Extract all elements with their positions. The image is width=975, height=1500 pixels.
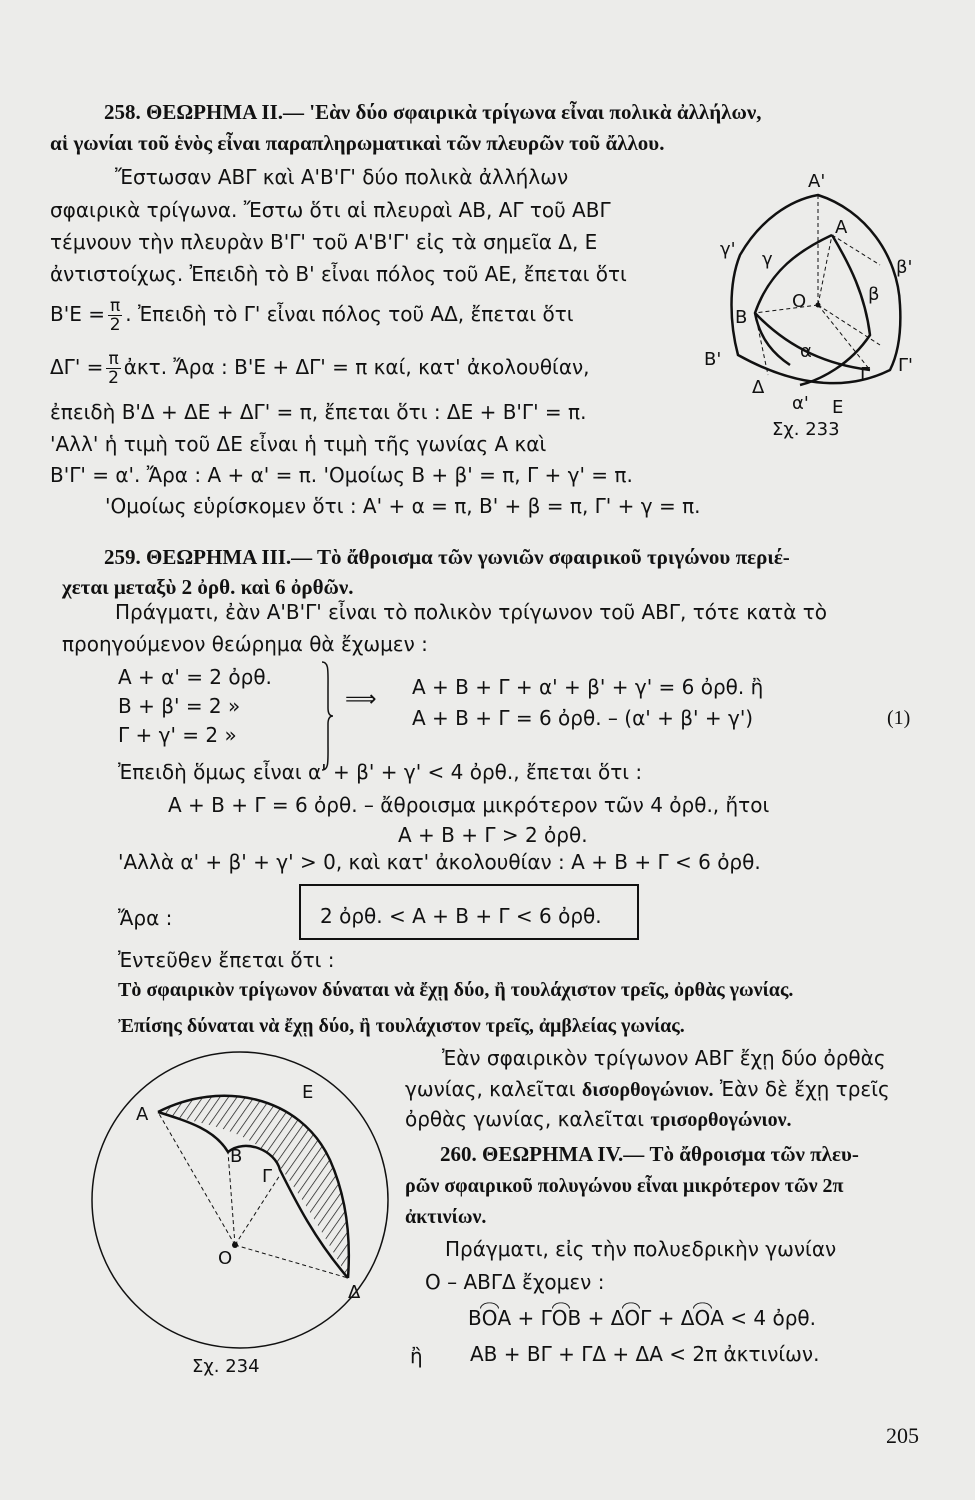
fraction: [106, 350, 120, 387]
label-b: Β: [735, 307, 748, 328]
fraction: [108, 297, 122, 334]
label-a: Α: [835, 217, 848, 238]
label-g-prime: Γ': [898, 355, 913, 376]
text-line: Ἄρα :: [118, 906, 173, 930]
figure-caption: Σχ. 233: [772, 419, 840, 440]
label-beta-prime: β': [896, 257, 913, 278]
inequality-tail: < 4 ὀρθ.: [730, 1306, 816, 1330]
text-line: 'Αλλὰ α' + β' + γ' > 0, καὶ κατ' ἀκολουθίαν : Α + Β + Γ < 6 ὀρθ.: [118, 850, 761, 874]
dashed-line: [755, 305, 818, 313]
theorem-title: ΘΕΩΡΗΜΑ ΙV.: [482, 1142, 624, 1166]
label-o: Ο: [218, 1248, 233, 1269]
text-line: τέμνουν τὴν πλευρὰν Β'Γ' τοῦ Α'Β'Γ' εἰς τὰ σημεῖα Δ, Ε: [50, 230, 598, 254]
text-line: Ἔστωσαν ΑΒΓ καὶ Α'Β'Γ' δύο πολικὰ ἀλλήλων: [115, 165, 569, 189]
page-number: 205: [886, 1423, 919, 1448]
theorem-title: ΘΕΩΡΗΜΑ ΙΙΙ.: [146, 545, 292, 569]
fraction-denominator: 2: [109, 315, 121, 335]
label-beta: β: [868, 284, 880, 305]
figure-233: [700, 165, 930, 445]
label-g: Γ: [860, 364, 871, 385]
label-gamma-prime: γ': [720, 239, 736, 260]
theorem-statement-line: αἱ γωνίαι τοῦ ἑνὸς εἶναι παραπληρωματικαὶ τῶν πλευρῶν τοῦ ἄλλου.: [50, 131, 665, 155]
theorem-260-heading: [440, 1142, 859, 1166]
theorem-259-heading: [104, 545, 790, 569]
text-part: Ἐὰν δὲ ἔχῃ τρεῖς: [719, 1077, 890, 1101]
label-delta: Δ: [348, 1282, 361, 1303]
bold-statement: Ἐπίσης δύναται νὰ ἔχῃ δύο, ἢ τουλάχιστον τρεῖς, ἀμβλείας γωνίας.: [118, 1015, 685, 1037]
figure-234: [80, 1040, 405, 1380]
equation-number: (1): [887, 707, 911, 729]
text-line: 'Ομοίως εὑρίσκομεν ὅτι : Α' + α = π, Β' + β = π, Γ' + γ = π.: [105, 494, 701, 518]
text-line: [405, 1077, 890, 1102]
label-e: Ε: [832, 397, 844, 418]
text-line: σφαιρικὰ τρίγωνα. Ἔστω ὅτι αἱ πλευραὶ ΑΒ, ΑΓ τοῦ ΑΒΓ: [50, 198, 611, 222]
equation-line: Α + Β + Γ = 6 ὀρθ. – (α' + β' + γ'): [412, 706, 754, 730]
equation-line: Γ + γ' = 2 »: [118, 723, 237, 747]
label-b: Β: [230, 1146, 243, 1167]
text-line: Ἐὰν σφαιρικὸν τρίγωνον ΑΒΓ ἔχῃ δύο ὀρθὰς: [442, 1046, 886, 1070]
dashed-line: [818, 305, 880, 345]
text-line: [50, 350, 590, 387]
equation-part: Β'Ε =: [50, 302, 105, 326]
angle-term: ΓΟΒ: [540, 1306, 582, 1330]
label-a: Α: [136, 1104, 149, 1125]
section-number: 258.: [104, 100, 141, 124]
right-brace: [320, 660, 334, 772]
text-line: ἐπειδὴ Β'Δ + ΔΕ + ΔΓ' = π, ἔπεται ὅτι : ΔΕ + Β'Γ' = π.: [50, 400, 587, 424]
text-line: Ἐπειδὴ ὅμως εἶναι α' + β' + γ' < 4 ὀρθ., ἔπεται ὅτι :: [118, 760, 643, 784]
fraction-numerator: π: [108, 349, 119, 369]
text-part: ὀρθὰς γωνίας, καλεῖται: [405, 1107, 644, 1131]
or-word: ἢ: [410, 1344, 423, 1368]
angle-term: ΔΟΑ: [680, 1306, 724, 1330]
term-bold: δισορθογώνιον.: [581, 1079, 714, 1101]
label-delta: Δ: [752, 377, 765, 398]
section-number: 259.: [104, 545, 141, 569]
equation-line: Α + Β + Γ > 2 ὀρθ.: [398, 823, 588, 847]
dashed-line: [818, 235, 832, 305]
text-line: [50, 297, 574, 334]
fraction-numerator: π: [109, 296, 121, 316]
theorem-statement: — Τὸ ἄθροισμα τῶν γωνιῶν σφαιρικοῦ τριγώνου περιέ-: [291, 545, 790, 569]
theorem-statement-line: ρῶν σφαιρικοῦ πολυγώνου εἶναι μικρότερον τῶν 2π: [405, 1175, 844, 1197]
text-line: Πράγματι, ἐὰν Α'Β'Γ' εἶναι τὸ πολικὸν τρίγωνον τοῦ ΑΒΓ, τότε κατὰ τὸ: [115, 600, 828, 624]
text-line: ἀντιστοίχως. Ἐπειδὴ τὸ Β' εἶναι πόλος τοῦ ΑΕ, ἔπεται ὅτι: [50, 262, 627, 286]
label-a-prime: Α': [808, 171, 826, 192]
theorem-statement-line: χεται μεταξὺ 2 ὀρθ. καὶ 6 ὀρθῶν.: [62, 575, 354, 599]
text-line: Ἐντεῦθεν ἔπεται ὅτι :: [118, 948, 335, 972]
label-b-prime: Β': [704, 349, 722, 370]
dashed-line: [158, 1112, 235, 1245]
text-line: προηγούμενον θεώρημα θὰ ἔχωμεν :: [62, 632, 428, 656]
section-number: 260.: [440, 1142, 477, 1166]
theorem-title: ΘΕΩΡΗΜΑ ΙΙ.: [146, 100, 283, 124]
bold-statement: Τὸ σφαιρικὸν τρίγωνον δύναται νὰ ἔχῃ δύο, ἢ τουλάχιστον τρεῖς, ὀρθὰς γωνίας.: [118, 979, 794, 1001]
boxed-result: 2 ὀρθ. < Α + Β + Γ < 6 ὀρθ.: [320, 904, 602, 928]
fraction-denominator: 2: [108, 368, 119, 388]
center-point: [232, 1242, 238, 1248]
equation-line: Β + β' = 2 »: [118, 694, 241, 718]
label-gamma: γ: [762, 249, 773, 270]
angle-term: ΒΟΑ: [468, 1306, 512, 1330]
dashed-line: [832, 235, 880, 265]
hatched-polygon: [158, 1096, 349, 1278]
text-line: Ο – ΑΒΓΔ ἔχομεν :: [425, 1270, 605, 1294]
center-point: [816, 303, 821, 308]
theorem-statement-line: ἀκτινίων.: [405, 1206, 487, 1228]
text-line: [405, 1107, 792, 1132]
term-bold: τρισορθογώνιον.: [650, 1109, 792, 1131]
label-alpha-prime: α': [792, 393, 809, 414]
angle-sum-inequality: ΒΟΑ + ΓΟΒ + ΔΟΓ + ΔΟΑ < 4 ὀρθ.: [468, 1306, 816, 1330]
label-alpha: α: [800, 341, 812, 362]
triangle-side-arc: [755, 313, 870, 370]
label-g: Γ: [262, 1166, 273, 1187]
dashed-line: [235, 1245, 348, 1278]
equation-line: Α + Β + Γ + α' + β' + γ' = 6 ὀρθ. ἢ: [412, 675, 764, 699]
equation-part: ΔΓ' =: [50, 355, 104, 379]
text-line: Α + Β + Γ = 6 ὀρθ. – ἄθροισμα μικρότερον τῶν 4 ὀρθ., ἤτοι: [168, 793, 770, 817]
equation-line: Α + α' = 2 ὀρθ.: [118, 665, 272, 689]
label-o: Ο: [792, 291, 807, 312]
text-line: Πράγματι, εἰς τὴν πολυεδρικὴν γωνίαν: [445, 1237, 837, 1261]
text-part: γωνίας, καλεῖται: [405, 1077, 576, 1101]
implies-arrow: ⟹: [345, 687, 377, 712]
equation-line: ΑΒ + ΒΓ + ΓΔ + ΔΑ < 2π ἀκτινίων.: [470, 1342, 820, 1366]
text-part: ἀκτ. Ἄρα : Β'Ε + ΔΓ' = π καί, κατ' ἀκολουθίαν,: [123, 355, 590, 379]
text-part: . Ἐπειδὴ τὸ Γ' εἶναι πόλος τοῦ ΑΔ, ἔπεται ὅτι: [125, 302, 574, 326]
text-line: 'Αλλ' ἡ τιμὴ τοῦ ΔΕ εἶναι ἡ τιμὴ τῆς γωνίας Α καὶ: [50, 432, 547, 456]
text-line: Β'Γ' = α'. Ἄρα : Α + α' = π. 'Ομοίως Β + β' = π, Γ + γ' = π.: [50, 463, 633, 487]
label-e: Ε: [302, 1082, 314, 1103]
theorem-258-heading: [104, 100, 761, 124]
figure-caption: Σχ. 234: [192, 1356, 260, 1377]
dashed-line: [235, 1175, 280, 1245]
angle-term: ΔΟΓ: [610, 1306, 652, 1330]
theorem-statement: — Τὸ ἄθροισμα τῶν πλευ-: [623, 1142, 859, 1166]
theorem-statement: — 'Εὰν δύο σφαιρικὰ τρίγωνα εἶναι πολικὰ ἀλλήλων,: [283, 100, 762, 124]
